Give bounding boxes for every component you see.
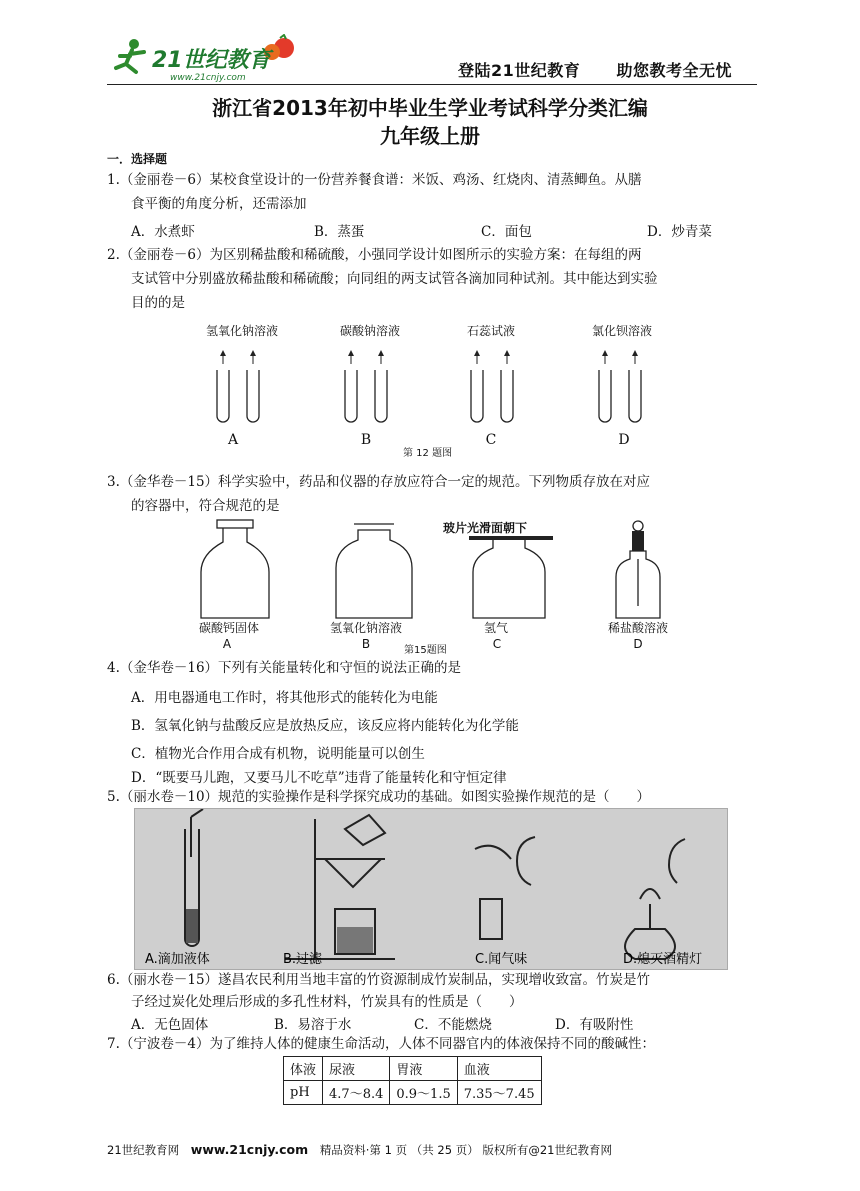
q2-reagent-b: 碳酸钠溶液 [339,324,400,338]
q3-letter-d: D [633,637,643,651]
q5-label-c: C.闻气味 [475,952,528,967]
q3-line2: 的容器中，符合规范的是 [131,498,280,514]
q2-reagent-d: 氯化钡溶液 [591,324,652,338]
dropper-test-tube-drawing [185,809,203,946]
q4-option-a: A．用电器通电工作时，将其他形式的能转化为电能 [131,690,438,706]
table-cell: 血液 [457,1057,541,1081]
q2-line3: 目的的是 [131,295,185,311]
bottle-a [201,520,269,618]
q5-label-b: B.过滤 [283,952,323,967]
q3-letter-b: B [361,637,371,651]
table-row [284,1081,542,1105]
q1-option-a: A．水煮虾 [131,224,195,240]
header-divider [107,84,757,85]
q4-option-c: C．植物光合作用合成有机物，说明能量可以创生 [131,746,425,762]
bottle-c [469,536,553,618]
q7-line1: 7.（宁波卷－4）为了维持人体的健康生命活动，人体不同器官内的体液保持不同的酸碱性： [107,1036,655,1052]
q6-option-d: D．有吸附性 [555,1017,634,1033]
logo [112,34,312,84]
q2-reagent-a: 氢氧化钠溶液 [205,324,278,338]
test-tube-set-c [471,340,513,422]
table-cell: 4.7～8.4 [323,1081,390,1105]
q6-option-a: A．无色固体 [131,1017,209,1033]
q2-letter-a: A [227,432,239,448]
bottle-d [616,521,660,618]
q5-label-a: A.滴加液体 [145,952,210,967]
q4-option-d: D．“既要马儿跑，又要马儿不吃草”违背了能量转化和守恒定律 [131,770,507,786]
q3-line1: 3.（金华卷－15）科学实验中，药品和仪器的存放应符合一定的规范。下列物质存放在对应 [107,474,651,490]
header-tagline: 助您教考全无忧 [616,61,732,80]
table-row [284,1057,542,1081]
test-tube-set-a [217,340,259,422]
table-cell: 体液 [284,1057,323,1081]
footer-url[interactable]: www.21cnjy.com [190,1142,309,1157]
q4-line1: 4.（金华卷－16）下列有关能量转化和守恒的说法正确的是 [107,660,462,676]
q6-option-c: C．不能燃烧 [414,1017,492,1033]
ph-table [283,1056,542,1105]
section-heading: 一．选择题 [107,152,168,166]
footer-page-info: 精品资料·第 1 页 （共 25 页） 版权所有@21世纪教育网 [319,1143,612,1157]
q1-option-d: D．炒青菜 [647,224,712,240]
q2-line2: 支试管中分别盛放稀盐酸和稀硫酸；向同组的两支试管各滴加同种试剂。其中能达到实验 [131,271,658,287]
reagent-bottle-figure [195,518,675,626]
q6-line1: 6.（丽水卷－15）遂昌农民利用当地丰富的竹资源制成竹炭制品，实现增收致富。竹炭是竹 [107,972,651,988]
header-login-text: 登陆21世纪教育 [458,61,581,80]
table-cell: 7.35～7.45 [457,1081,541,1105]
q2-letter-c: C [485,432,497,448]
q5-line1: 5.（丽水卷－10）规范的实验操作是科学探究成功的基础。如图实验操作规范的是（ ） [107,789,651,805]
q3-top-note: 玻片光滑面朝下 [443,521,528,535]
q3-label-c: 氢气 [483,621,508,635]
runner-icon [116,39,144,72]
test-tube-figure [200,338,670,428]
q3-label-a: 碳酸钙固体 [198,621,259,635]
page-footer [107,1142,612,1158]
q1-option-b: B．蒸蛋 [314,224,365,240]
q2-letter-d: D [618,432,630,448]
doc-title: 浙江省2013年初中毕业生学业考试科学分类汇编 [212,96,648,120]
q1-line2: 食平衡的角度分析，还需添加 [131,196,307,212]
q4-option-b: B．氢氧化钠与盐酸反应是放热反应，该反应将内能转化为化学能 [131,718,519,734]
q5-label-d: D.熄灭酒精灯 [623,952,703,967]
q2-reagent-c: 石蕊试液 [466,324,515,338]
q2-letter-b: B [360,432,372,448]
q3-label-d: 稀盐酸溶液 [607,621,668,635]
test-tube-set-d [599,340,641,422]
test-tube-set-b [345,340,387,422]
table-cell: 胃液 [390,1057,457,1081]
q3-label-b: 氢氧化钠溶液 [329,621,402,635]
q3-figure-caption: 第15题图 [404,645,447,656]
smelling-drawing [475,837,535,939]
q2-line1: 2.（金丽卷－6）为区别稀盐酸和稀硫酸，小强同学设计如图所示的实验方案：在每组的两 [107,247,642,263]
table-cell: pH [284,1081,323,1105]
logo-text: 21世纪教育 [152,48,271,73]
q6-line2: 子经过炭化处理后形成的多孔性材料，竹炭具有的性质是（ ） [131,994,523,1010]
q1-line1: 1.（金丽卷－6）某校食堂设计的一份营养餐食谱：米饭、鸡汤、红烧肉、清蒸鲫鱼。从膳 [107,172,642,188]
q3-letter-c: C [492,637,502,651]
q3-letter-a: A [222,637,232,651]
lab-operation-photo [134,808,728,970]
alcohol-lamp-drawing [625,839,685,959]
bottle-b [336,524,412,618]
q2-figure-caption: 第 12 题图 [403,448,453,459]
doc-subtitle: 九年级上册 [380,124,480,148]
table-cell: 尿液 [323,1057,390,1081]
footer-site-name: 21世纪教育网 [107,1143,180,1157]
filtration-drawing [285,815,395,959]
table-cell: 0.9～1.5 [390,1081,457,1105]
header-slogan [458,58,732,81]
q6-option-b: B．易溶于水 [274,1017,352,1033]
q1-option-c: C．面包 [481,224,532,240]
logo-url: www.21cnjy.com [170,73,246,83]
